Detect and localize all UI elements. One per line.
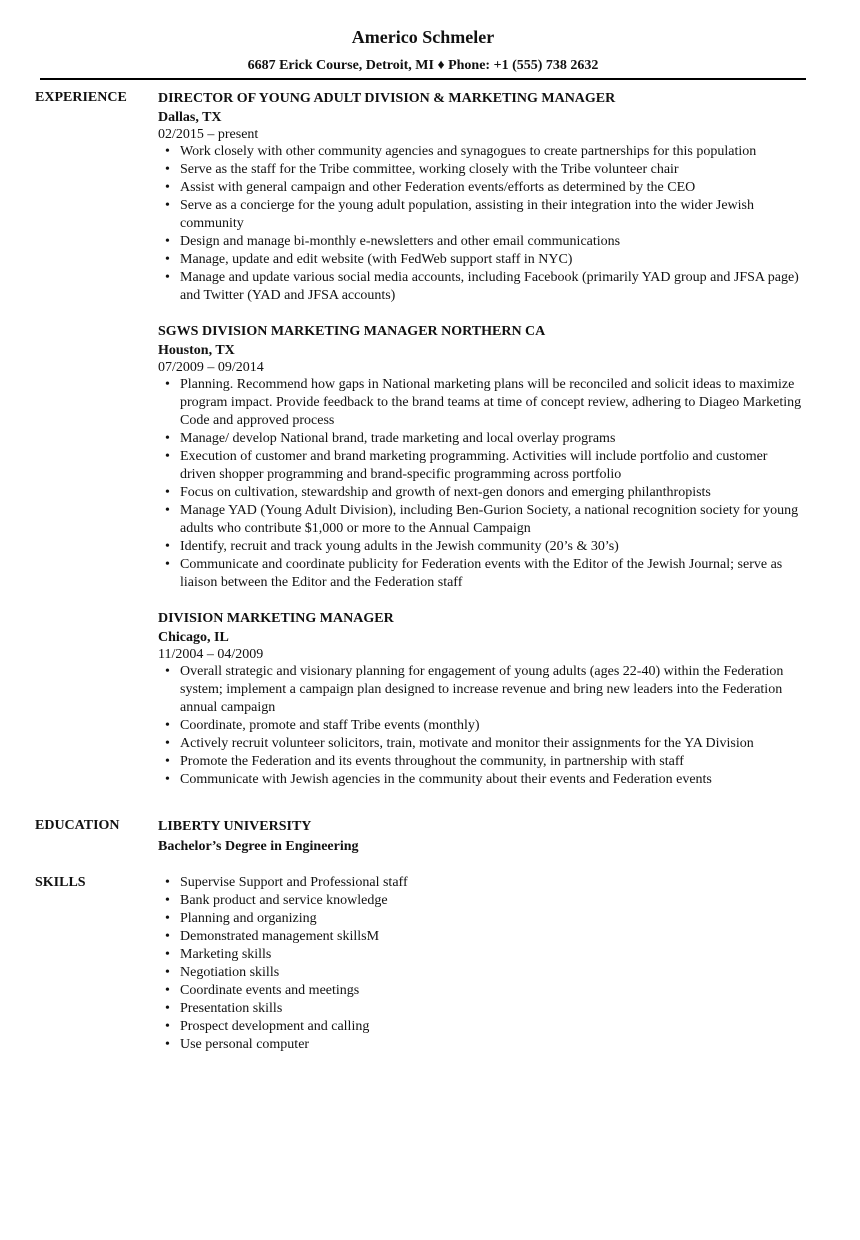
- candidate-name: Americo Schmeler: [351, 27, 495, 47]
- section-title-education: EDUCATION: [35, 818, 120, 833]
- bullet-item: • Serve as the staff for the Tribe committee, working closely with the Tribe volunteer chair: [180, 161, 806, 179]
- bullet-item: • Coordinate, promote and staff Tribe events (monthly): [180, 717, 806, 735]
- skills-section: [35, 874, 806, 1054]
- skill-item: • Supervise Support and Professional staff: [180, 874, 806, 892]
- section-title-experience: EXPERIENCE: [35, 90, 127, 105]
- bullet-item: • Design and manage bi-monthly e-newsletters and other email communications: [180, 233, 806, 251]
- bullet-item: • Communicate with Jewish agencies in the community about their events and Federation events: [180, 771, 806, 789]
- experience-body: [158, 89, 806, 789]
- job-dates: 02/2015 – present: [158, 127, 259, 142]
- contact-line: 6687 Erick Course, Detroit, MI ♦ Phone: +1 (555) 738 2632: [247, 58, 599, 73]
- skill-item: • Planning and organizing: [180, 910, 806, 928]
- bullet-item: • Manage YAD (Young Adult Division), including Ben-Gurion Society, a national recognition society for young adults who contribute $1,000 or more to the Annual Campaign: [180, 502, 806, 538]
- section-title-skills: SKILLS: [35, 875, 86, 890]
- degree-name: Bachelor’s Degree in Engineering: [158, 839, 359, 854]
- skill-item: • Presentation skills: [180, 1000, 806, 1018]
- job-location: Dallas, TX: [158, 110, 222, 125]
- job-entry: [158, 322, 806, 592]
- job-location: Houston, TX: [158, 343, 235, 358]
- bullet-item: • Manage and update various social media accounts, including Facebook (primarily YAD group and JFSA page) and Twitter (YAD and JFSA accounts): [180, 269, 806, 305]
- skill-item: • Negotiation skills: [180, 964, 806, 982]
- job-location: Chicago, IL: [158, 630, 229, 645]
- job-title: SGWS DIVISION MARKETING MANAGER NORTHERN CA: [158, 324, 546, 339]
- education-body: [158, 817, 806, 857]
- job-title: DIRECTOR OF YOUNG ADULT DIVISION & MARKETING MANAGER: [158, 91, 616, 106]
- job-dates: 07/2009 – 09/2014: [158, 360, 264, 375]
- job-entry: [158, 89, 806, 305]
- education-section: [35, 817, 806, 857]
- job-bullets: [158, 143, 806, 305]
- skill-item: • Marketing skills: [180, 946, 806, 964]
- bullet-item: • Execution of customer and brand marketing programming. Activities will include portfolio and customer driven shopper programming and brand-specific programming across portfolio: [180, 448, 806, 484]
- bullet-item: • Planning. Recommend how gaps in National marketing plans will be reconciled and solicit ideas to maximize program impact. Provide feedback to the brand teams at time of concept review, adhering to Diageo Marketing Code and approved process: [180, 376, 806, 430]
- bullet-item: • Identify, recruit and track young adults in the Jewish community (20’s & 30’s): [180, 538, 806, 556]
- job-bullets: [158, 376, 806, 592]
- header-divider: [40, 78, 806, 80]
- job-title: DIVISION MARKETING MANAGER: [158, 611, 394, 626]
- skill-item: • Prospect development and calling: [180, 1018, 806, 1036]
- skill-item: • Demonstrated management skillsM: [180, 928, 806, 946]
- resume-header: [40, 26, 806, 75]
- skill-item: • Bank product and service knowledge: [180, 892, 806, 910]
- bullet-item: • Focus on cultivation, stewardship and growth of next-gen donors and emerging philanthropists: [180, 484, 806, 502]
- job-dates: 11/2004 – 04/2009: [158, 647, 264, 662]
- skills-body: [158, 874, 806, 1054]
- bullet-item: • Assist with general campaign and other Federation events/efforts as determined by the CEO: [180, 179, 806, 197]
- job-bullets: [158, 663, 806, 789]
- skill-item: • Use personal computer: [180, 1036, 806, 1054]
- bullet-item: • Promote the Federation and its events throughout the community, in partnership with staff: [180, 753, 806, 771]
- bullet-item: • Actively recruit volunteer solicitors, train, motivate and monitor their assignments for the YA Division: [180, 735, 806, 753]
- bullet-item: • Communicate and coordinate publicity for Federation events with the Editor of the Jewish Journal; serve as liaison between the Editor and the Federation staff: [180, 556, 806, 592]
- skill-item: • Coordinate events and meetings: [180, 982, 806, 1000]
- bullet-item: • Manage/ develop National brand, trade marketing and local overlay programs: [180, 430, 806, 448]
- school-name: LIBERTY UNIVERSITY: [158, 819, 312, 834]
- job-entry: [158, 609, 806, 789]
- skills-list: [158, 874, 806, 1054]
- bullet-item: • Manage, update and edit website (with FedWeb support staff in NYC): [180, 251, 806, 269]
- bullet-item: • Serve as a concierge for the young adult population, assisting in their integration into the wider Jewish community: [180, 197, 806, 233]
- bullet-item: • Overall strategic and visionary planning for engagement of young adults (ages 22-40) within the Federation system; implement a campaign plan designed to increase revenue and bring new leaders into the Federation annual campaign: [180, 663, 806, 717]
- experience-section: [35, 89, 806, 789]
- bullet-item: • Work closely with other community agencies and synagogues to create partnerships for this population: [180, 143, 806, 161]
